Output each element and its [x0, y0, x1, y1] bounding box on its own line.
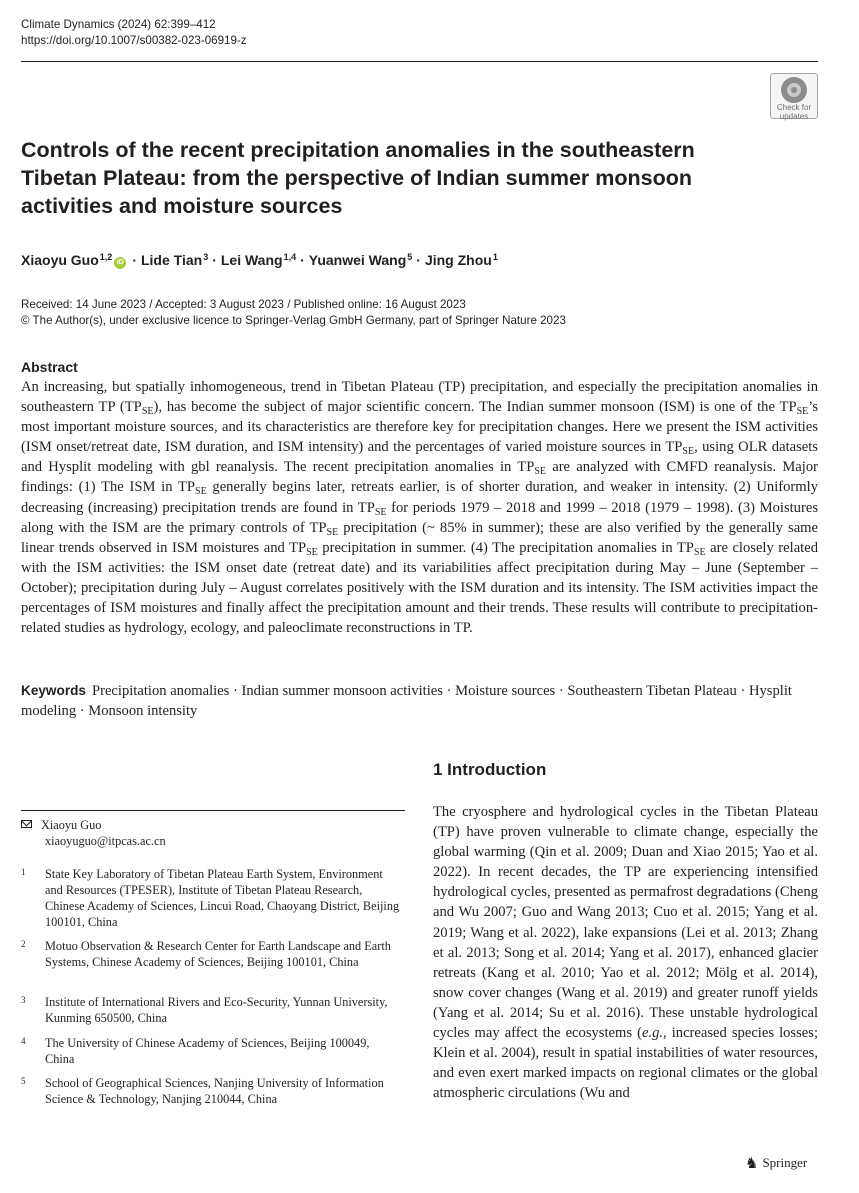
keywords-label: Keywords — [21, 683, 86, 698]
copyright-notice: © The Author(s), under exclusive licence to Springer-Verlag GmbH Germany, part of Springer Nature 2023 — [21, 314, 566, 327]
affiliation: 4 The University of Chinese Academy of Sciences, Beijing 100049, China — [21, 1036, 370, 1066]
header-rule — [21, 61, 818, 62]
affiliation: 3 Institute of International Rivers and Eco-Security, Yunnan University, Kunming 650500, China — [21, 995, 388, 1025]
author-separator: · — [416, 252, 421, 268]
orcid-icon[interactable]: iD — [114, 257, 126, 269]
corresponding-author — [21, 817, 166, 849]
author-affiliation-sup: 1 — [492, 252, 498, 262]
publisher-logo — [745, 1154, 807, 1173]
affiliation: 1 State Key Laboratory of Tibetan Plateau Earth System, Environment and Resources (TPESER), Institute of Tibetan Plateau Research, Chinese Academy of Sciences, Lincui Road, Chaoyang District, Beijing 100101, China — [21, 867, 400, 929]
journal-header — [21, 17, 247, 49]
check-for-updates-button[interactable] — [770, 73, 818, 119]
article-title: Controls of the recent precipitation anomalies in the southeastern Tibetan Plateau: from the perspective of Indian summer monsoon activities and moisture sources — [21, 138, 695, 218]
doi-link[interactable]: https://doi.org/10.1007/s00382-023-06919-z — [21, 34, 247, 47]
author-name[interactable]: Xiaoyu Guo — [21, 252, 99, 268]
envelope-icon — [21, 820, 32, 828]
author-affiliation-sup: 3 — [203, 252, 209, 262]
corresponding-author-email[interactable]: xiaoyuguo@itpcas.ac.cn — [45, 834, 166, 848]
author-name[interactable]: Lide Tian — [140, 252, 203, 268]
springer-horse-icon: ♞ — [745, 1156, 759, 1172]
author-separator: · — [212, 252, 217, 268]
keywords — [21, 681, 818, 721]
publication-dates — [21, 297, 566, 329]
keywords-list: Precipitation anomalies · Indian summer monsoon activities · Moisture sources · Southeastern Tibetan Plateau · Hysplit modeling · Monsoon intensity — [21, 683, 792, 720]
footnote-rule — [21, 810, 405, 811]
section-heading-introduction: 1 Introduction — [433, 760, 547, 779]
affiliation: 2 Motuo Observation & Research Center for Earth Landscape and Earth Systems, Chinese Academy of Sciences, Beijing 100101, China — [21, 939, 391, 969]
journal-citation: Climate Dynamics (2024) 62:399–412 — [21, 18, 216, 31]
check-updates-icon — [781, 77, 807, 103]
abstract-text: An increasing, but spatially inhomogeneous, trend in Tibetan Plateau (TP) precipitation, and especially the precipitation anomalies in southeastern TP $(TP_{SE})$, has become the subject of major scientific concern. The Indian summer monsoon (ISM) is one of the $TP_{SE}’s$ most important moisture sources, and its characteristics are therefore key for precipitation changes. Here we present the ISM activities (ISM onset/retreat date, ISM duration, and ISM intensity) and the percentages of varied moisture sources in $TP_{SE}$, using OLR datasets and Hysplit modeling with gbl reanalysis. The recent precipitation anomalies in $TP_{SE}$ are analyzed with CMFD reanalysis. Major findings: (1) The ISM in $TP_{SE}$ generally begins later, retreats earlier, is of shorter duration, and weaker in intensity. (2) Uniformly decreasing (increasing) precipitation trends are found in $TP_{SE}$ for periods 1979 – 2018 and 1999 – 2018 (1979 – 1998). (3) Moistures along with the ISM are the primary controls of $TP_{SE}$ precipitation (~ 85% in summer); these are also verified by the generally same linear trends observed in ISM moistures and $TP_{SE}$ precipitation in summer. (4) The precipitation anomalies in $TP_{SE}$ are closely related with the ISM activities: the ISM onset date (retreat date) and its variabilities affect precipitation during May – June (September – October); precipitation during July – August correlates positively with the ISM duration and its intensity. The ISM activities impact the percentages of ISM moistures and finally affect the precipitation amount and their trends. These results will contribute to precipitation-related studies as hydrology, ecology, and paleoclimate reconstructions in TP. — [21, 379, 819, 637]
author-affiliation-sup: 1,4 — [283, 252, 297, 262]
publisher-name: Springer — [762, 1155, 808, 1170]
author-name[interactable]: Lei Wang — [220, 252, 283, 268]
introduction-text: The cryosphere and hydrological cycles in the Tibetan Plateau (TP) have proven vulnerable to climate change, especially the global warming (Qin et al. 2009; Duan and Xiao 2015; Yao et al. 2022). In recent decades, the TP are experiencing intensified hydrological cycles, presented as permafrost degradations (Cheng and Wu 2007; Guo and Wang 2013; Cuo et al. 2015; Yang et al. 2019; Wang et al. 2022), lake expansions (Lei et al. 2013; Zhang et al. 2013; Song et al. 2014; Yang et al. 2017), enhanced glacier retreats (Kang et al. 2010; Yao et al. 2012; Mölg et al. 2014), snow cover changes (Wang et al. 2019) and greater runoff yields (Yang et al. 2014; Su et al. 2016). These unstable hydrological cycles may affect the ecosystems (e.g., increased species losses; Klein et al. 2004), result in spatial instabilities of water resources, and even exert marked impacts on regional climates or the global atmospheric circulations (Wu and — [433, 804, 818, 1102]
author-affiliation-sup: 1,2 — [99, 252, 113, 262]
author-separator: · — [132, 252, 137, 268]
author-name[interactable]: Yuanwei Wang — [308, 252, 407, 268]
corresponding-author-name: Xiaoyu Guo — [41, 818, 102, 832]
abstract-heading: Abstract — [21, 359, 78, 375]
author-separator: · — [300, 252, 305, 268]
author-list — [21, 248, 498, 269]
check-updates-label: Check for updates — [776, 103, 812, 121]
affiliation: 5 School of Geographical Sciences, Nanjing University of Information Science & Technology, Nanjing 210044, China — [21, 1076, 384, 1106]
author-name[interactable]: Jing Zhou — [424, 252, 492, 268]
author-affiliation-sup: 5 — [407, 252, 413, 262]
history-dates: Received: 14 June 2023 / Accepted: 3 August 2023 / Published online: 16 August 2023 — [21, 298, 466, 311]
